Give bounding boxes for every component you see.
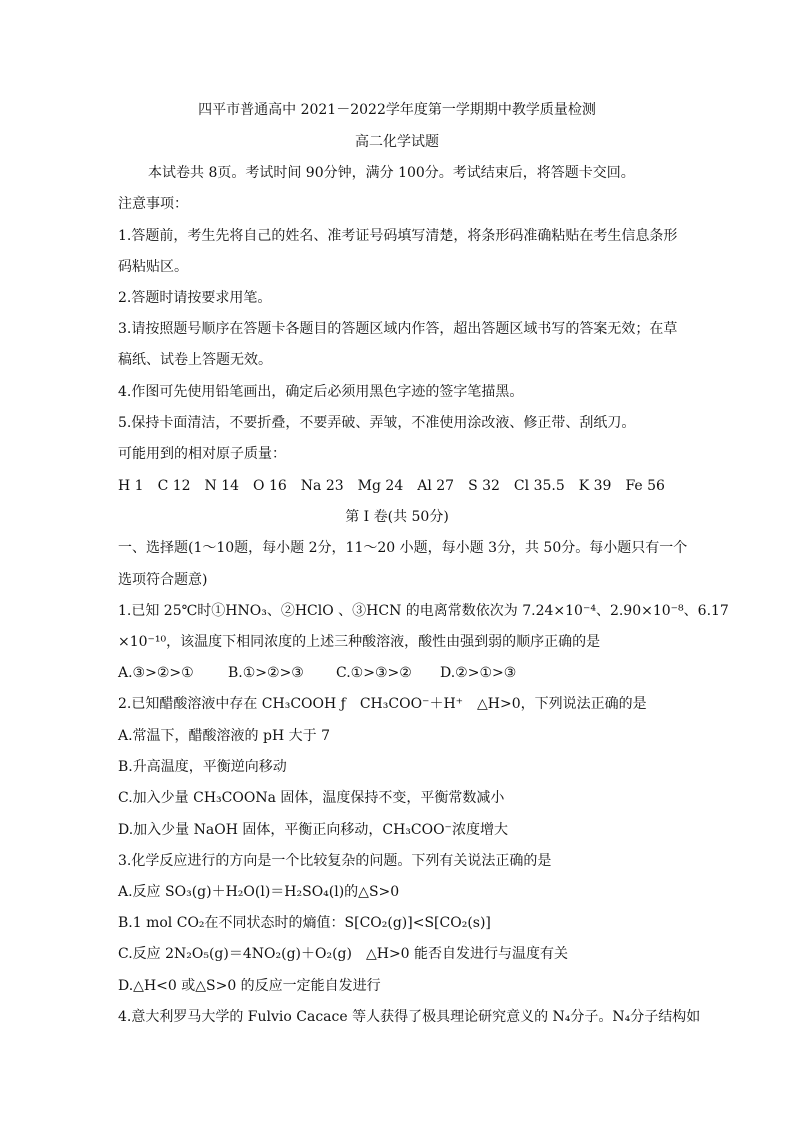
- question-1-stem: 1.已知 25℃时①HNO₃、②HClO 、③HCN 的电离常数依次为 7.24×10⁻⁴、2.90×10⁻⁸、6.17: [118, 603, 729, 619]
- notes-heading: 注意事项：: [118, 196, 188, 212]
- atomic-mass-list: H 1 C 12 N 14 O 16 Na 23 Mg 24 Al 27 S 32 Cl 35.5 K 39 Fe 56: [118, 478, 665, 494]
- atomic-mass-heading: 可能用到的相对原子质量：: [118, 446, 286, 462]
- question-1-stem: ×10⁻¹⁰，该温度下相同浓度的上述三种酸溶液，酸性由强到弱的顺序正确的是: [118, 634, 601, 650]
- option-c: C.反应 2N₂O₅(g)＝4NO₂(g)＋O₂(g) △H>0 能否自发进行与温度有关: [118, 946, 569, 962]
- note-line: 2.答题时请按要求用笔。: [118, 290, 272, 306]
- option-a: A.③>②>①: [118, 665, 194, 681]
- option-b: B.①>②>③: [228, 665, 304, 681]
- option-c: C.加入少量 CH₃COONa 固体，温度保持不变，平衡常数减小: [118, 790, 505, 806]
- note-line: 码粘贴区。: [118, 259, 188, 275]
- question-2-stem: 2.已知醋酸溶液中存在 CH₃COOH ƒ CH₃COO⁻＋H⁺ △H>0，下列说法正确的是: [118, 696, 647, 712]
- question-1-options: [118, 663, 516, 683]
- question-4-stem: 4.意大利罗马大学的 Fulvio Cacace 等人获得了极具理论研究意义的 N₄分子。N₄分子结构如: [118, 1009, 701, 1025]
- note-line: 1.答题前，考生先将自己的姓名、准考证号码填写清楚，将条形码准确粘贴在考生信息条形: [118, 228, 678, 244]
- section-heading: 一、选择题(1～10题，每小题 2分，11～20 小题，每小题 3分，共 50分。每小题只有一个: [118, 540, 688, 556]
- exam-title: 四平市普通高中 2021－2022学年度第一学期期中教学质量检测: [198, 102, 596, 118]
- note-line: 4.作图可先使用铅笔画出，确定后必须用黑色字迹的签字笔描黑。: [118, 384, 524, 400]
- option-c: C.①>③>②: [336, 665, 412, 681]
- exam-intro: 本试卷共 8页。考试时间 90分钟，满分 100分。考试结束后，将答题卡交回。: [148, 165, 635, 181]
- note-line: 5.保持卡面清洁，不要折叠，不要弄破、弄皱，不准使用涂改液、修正带、刮纸刀。: [118, 415, 636, 431]
- question-3-stem: 3.化学反应进行的方向是一个比较复杂的问题。下列有关说法正确的是: [118, 853, 552, 869]
- note-line: 3.请按照题号顺序在答题卡各题目的答题区域内作答，超出答题区域书写的答案无效；在草: [118, 321, 678, 337]
- option-d: D.△H<0 或△S>0 的反应一定能自发进行: [118, 978, 381, 994]
- option-d: D.②>①>③: [440, 665, 517, 681]
- option-d: D.加入少量 NaOH 固体，平衡正向移动，CH₃COO⁻浓度增大: [118, 822, 508, 838]
- option-a: A.常温下，醋酸溶液的 pH 大于 7: [118, 728, 330, 744]
- section-heading: 选项符合题意): [118, 572, 208, 588]
- part-heading: 第 I 卷(共 50分): [345, 509, 449, 525]
- option-b: B.1 mol CO₂在不同状态时的熵值：S[CO₂(g)]<S[CO₂(s)]: [118, 915, 491, 931]
- exam-subtitle: 高二化学试题: [355, 134, 439, 150]
- option-a: A.反应 SO₃(g)＋H₂O(l)＝H₂SO₄(l)的△S>0: [118, 884, 400, 900]
- note-line: 稿纸、试卷上答题无效。: [118, 352, 272, 368]
- option-b: B.升高温度，平衡逆向移动: [118, 759, 287, 775]
